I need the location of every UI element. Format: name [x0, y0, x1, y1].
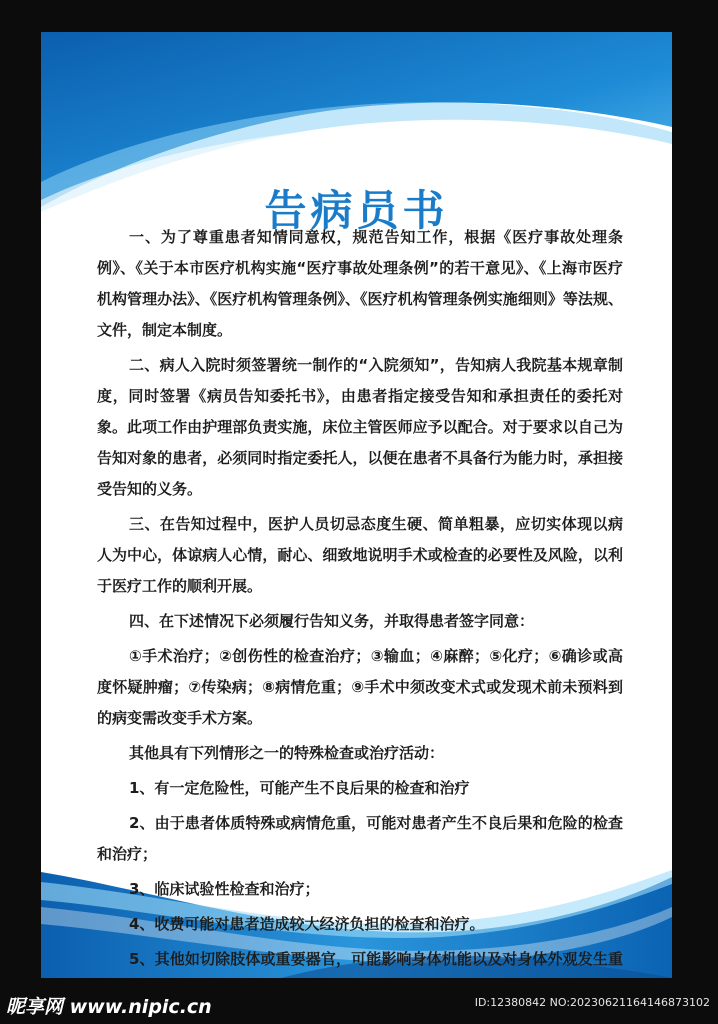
- paragraph: 一、为了尊重患者知情同意权，规范告知工作，根据《医疗事故处理条例》、《关于本市医疗机构实施“医疗事故处理条例”的若干意见》、《上海市医疗机构管理办法》、《医疗机构管理条例》、《医疗机构管理条例实施细则》等法规、文件，制定本制度。: [97, 228, 623, 339]
- site-watermark: 昵享网 www.nipic.cn: [6, 996, 212, 1018]
- list-item: 2、由于患者体质特殊或病情危重，可能对患者产生不良后果和危险的检查和治疗；: [97, 814, 623, 863]
- list-item: 4、收费可能对患者造成较大经济负担的检查和治疗。: [129, 915, 485, 933]
- subheading: 其他具有下列情形之一的特殊检查或治疗活动：: [129, 744, 445, 762]
- paragraph: ①手术治疗；②创伤性的检查治疗；③输血；④麻醉；⑤化疗；⑥确诊或高度怀疑肿瘤；⑦传染病；⑧病情危重；⑨手术中须改变术式或发现术前未预料到的病变需改变手术方案。: [97, 647, 623, 727]
- page-title: 告病员书: [264, 186, 449, 235]
- list-item: 3、临床试验性检查和治疗；: [129, 880, 320, 898]
- paragraph: 四、在下述情况下必须履行告知义务，并取得患者签字同意：: [129, 612, 535, 630]
- image-id-watermark: ID:12380842 NO:20230621164146873102: [474, 996, 710, 1009]
- list-item: 5、其他如切除肢体或重要器官，可能影响身体机能以及对身体外观发生重: [129, 950, 623, 968]
- notice-body: [97, 222, 623, 1006]
- poster: [41, 32, 672, 978]
- list-item: 1、有一定危险性，可能产生不良后果的检查和治疗: [129, 779, 470, 797]
- paragraph: 二、病人入院时须签署统一制作的“入院须知”，告知病人我院基本规章制度，同时签署《病员告知委托书》，由患者指定接受告知和承担责任的委托对象。此项工作由护理部负责实施，床位主管医师应予以配合。对于要求以自己为告知对象的患者，必须同时指定委托人，以便在患者不具备行为能力时，承担接受告知的义务。: [97, 356, 623, 498]
- paragraph: 三、在告知过程中，医护人员切忌态度生硬、简单粗暴，应切实体现以病人为中心，体谅病人心情，耐心、细致地说明手术或检查的必要性及风险，以利于医疗工作的顺利开展。: [97, 515, 623, 595]
